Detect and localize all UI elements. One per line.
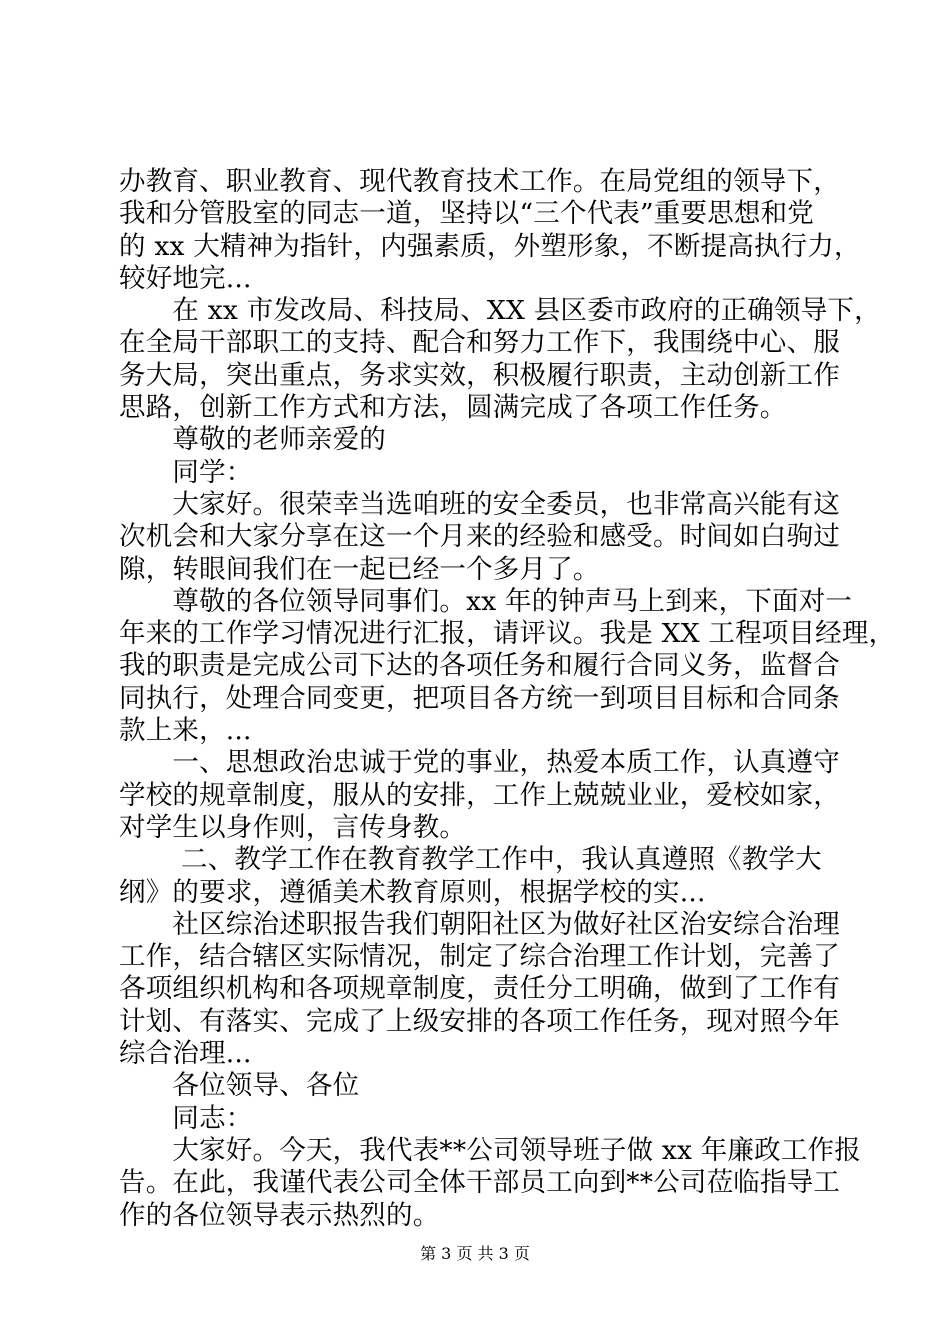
- text-line: 学校的规章制度，服从的安排，工作上兢兢业业，爱校如家，: [119, 779, 840, 811]
- text-line: 较好地完...: [119, 262, 252, 294]
- text-line: 在全局干部职工的支持、配合和努力工作下，我围绕中心、服: [119, 327, 840, 359]
- text-line: 同执行，处理合同变更，把项目各方统一到项目目标和合同条: [119, 682, 840, 714]
- text-line: 我和分管股室的同志一道，坚持以“三个代表”重要思想和党: [119, 198, 814, 230]
- text-line: 在 xx 市发改局、科技局、XX 县区委市政府的正确领导下，: [119, 295, 881, 327]
- text-line: 告。在此，我谨代表公司全体干部员工向到**公司莅临指导工: [119, 1167, 841, 1199]
- text-line: 我的职责是完成公司下达的各项任务和履行合同义务，监督合: [119, 650, 840, 682]
- text-line: 款上来，...: [119, 715, 252, 747]
- page-indicator: 第 3 页 共 3 页: [420, 1244, 530, 1263]
- text-line: 尊敬的各位领导同事们。xx 年的钟声马上到来，下面对一: [119, 585, 853, 617]
- text-line: 综合治理...: [119, 1038, 252, 1070]
- text-line: 社区综治述职报告我们朝阳社区为做好社区治安综合治理: [119, 908, 840, 940]
- text-line: 一、思想政治忠诚于党的事业，热爱本质工作，认真遵守: [119, 747, 840, 779]
- text-line: 大家好。今天，我代表**公司领导班子做 xx 年廉政工作报: [119, 1134, 861, 1166]
- text-line: 次机会和大家分享在这一个月来的经验和感受。时间如白驹过: [119, 521, 840, 553]
- text-line: 纲》的要求，遵循美术教育原则，根据学校的实...: [119, 876, 706, 908]
- text-line: 对学生以身作则，言传身教。: [119, 811, 467, 843]
- text-line: 年来的工作学习情况进行汇报，请评议。我是 XX 工程项目经理，: [119, 618, 896, 650]
- text-line: 尊敬的老师亲爱的: [119, 424, 386, 456]
- text-line: 办教育、职业教育、现代教育技术工作。在局党组的领导下，: [119, 166, 840, 197]
- text-line: 工作，结合辖区实际情况，制定了综合治理工作计划，完善了: [119, 941, 840, 973]
- text-line: 各位领导、各位: [119, 1070, 360, 1102]
- text-line: 各项组织机构和各项规章制度，责任分工明确，做到了工作有: [119, 973, 840, 1005]
- text-line: 二、教学工作在教育教学工作中，我认真遵照《教学大: [119, 844, 822, 876]
- text-line: 计划、有落实、完成了上级安排的各项工作任务，现对照今年: [119, 1005, 840, 1037]
- text-line: 同志：: [119, 1102, 253, 1134]
- page-footer: [0, 1244, 950, 1264]
- text-line: 的 xx 大精神为指针，内强素质，外塑形象，不断提高执行力，: [119, 230, 861, 262]
- text-line: 思路，创新工作方式和方法，圆满完成了各项工作任务。: [119, 392, 787, 424]
- text-line: 同学：: [119, 456, 253, 488]
- text-line: 隙，转眼间我们在一起已经一个多月了。: [119, 553, 600, 585]
- document-body: [119, 166, 896, 1232]
- text-line: 作的各位领导表示热烈的。: [119, 1199, 440, 1231]
- text-line: 务大局，突出重点，务求实效，积极履行职责，主动创新工作: [119, 359, 840, 391]
- text-line: 大家好。很荣幸当选咱班的安全委员，也非常高兴能有这: [119, 488, 840, 520]
